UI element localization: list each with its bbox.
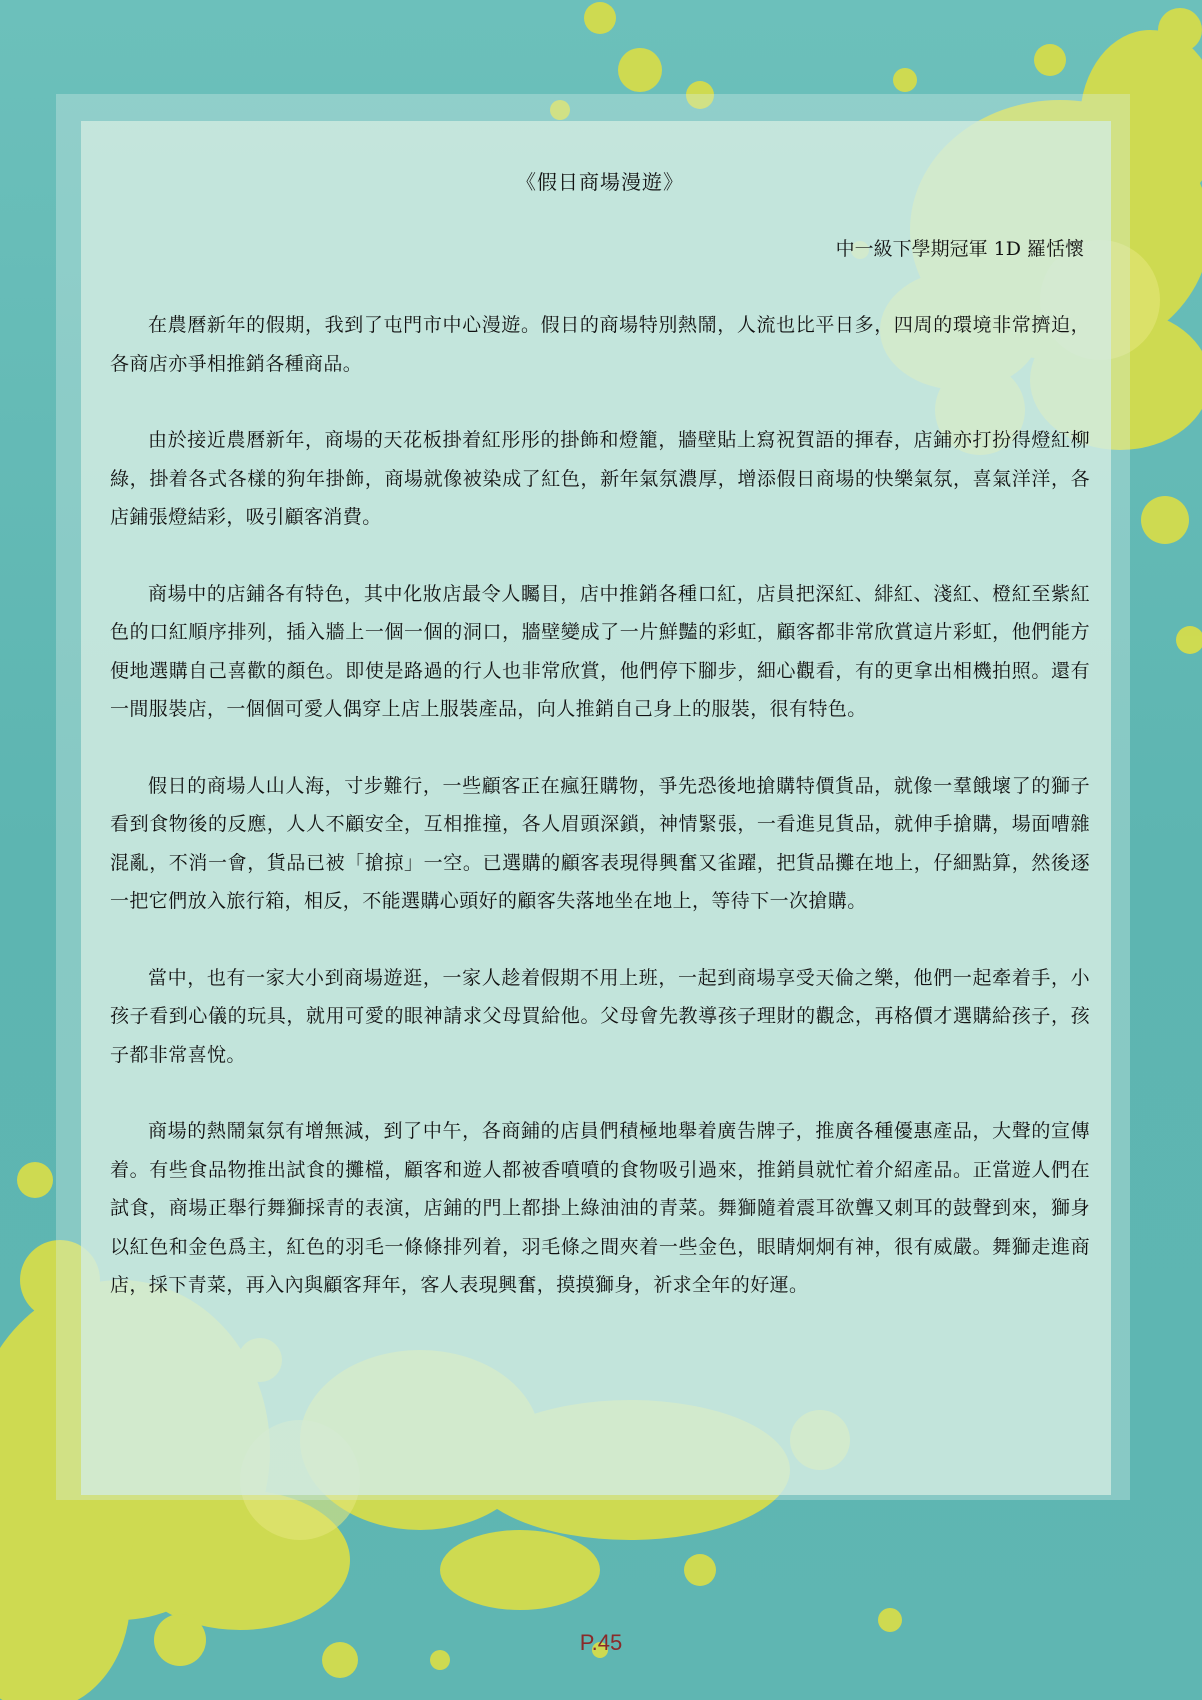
paragraph-4: 假日的商場人山人海，寸步難行，一些顧客正在瘋狂購物，爭先恐後地搶購特價貨品，就像一羣餓壞了的獅子看到食物後的反應，人人不顧安全，互相推撞，各人眉頭深鎖，神情緊張，一看進見貨品，就伸手搶購，場面嘈雜混亂，不消一會，貨品已被「搶掠」一空。已選購的顧客表現得興奮又雀躍，把貨品攤在地上，仔細點算，然後逐一把它們放入旅行箱，相反，不能選購心頭好的顧客失落地坐在地上，等待下一次搶購。 (110, 774, 1090, 912)
paragraph-1: 在農曆新年的假期，我到了屯門市中心漫遊。假日的商場特別熱鬧，人流也比平日多，四周的環境非常擠迫，各商店亦爭相推銷各種商品。 (110, 314, 1090, 375)
paragraph-6: 商場的熱鬧氣氛有增無減，到了中午，各商鋪的店員們積極地舉着廣告牌子，推廣各種優惠產品，大聲的宣傳着。有些食品物推出試食的攤檔，顧客和遊人都被香噴噴的食物吸引過來，推銷員就忙着介紹產品。正當遊人們在試食，商場正舉行舞獅採青的表演，店鋪的門上都掛上綠油油的青菜。舞獅隨着震耳欲聾又刺耳的鼓聲到來，獅身以紅色和金色爲主，紅色的羽毛一條條排列着，羽毛條之間夾着一些金色，眼睛炯炯有神，很有威嚴。舞獅走進商店，採下青菜，再入內與顧客拜年，客人表現興奮，摸摸獅身，祈求全年的好運。 (110, 1120, 1090, 1296)
page-number: P.45 (579, 1630, 623, 1655)
paragraph-5: 當中，也有一家大小到商場遊逛，一家人趁着假期不用上班，一起到商場享受天倫之樂，他們一起牽着手，小孩子看到心儀的玩具，就用可愛的眼神請求父母買給他。父母會先教導孩子理財的觀念，再格價才選購給孩子，孩子都非常喜悅。 (110, 966, 1090, 1066)
essay-content (110, 150, 1090, 1480)
paragraph-3: 商場中的店鋪各有特色，其中化妝店最令人矚目，店中推銷各種口紅，店員把深紅、緋紅、淺紅、橙紅至紫紅色的口紅順序排列，插入牆上一個一個的洞口，牆壁變成了一片鮮豔的彩虹，顧客都非常欣賞這片彩虹，他們能方便地選購自己喜歡的顏色。即使是路過的行人也非常欣賞，他們停下腳步，細心觀看，有的更拿出相機拍照。還有一間服裝店，一個個可愛人偶穿上店上服裝產品，向人推銷自己身上的服裝，很有特色。 (110, 582, 1090, 720)
essay-title: 《假日商場漫遊》 (516, 170, 684, 194)
essay-author: 中一級下學期冠軍 1D 羅恬懷 (835, 238, 1084, 260)
paragraph-2: 由於接近農曆新年，商場的天花板掛着紅彤彤的掛飾和燈籠，牆壁貼上寫祝賀語的揮春，店鋪亦打扮得燈紅柳綠，掛着各式各樣的狗年掛飾，商場就像被染成了紅色，新年氣氛濃厚，增添假日商場的快樂氣氛，喜氣洋洋，各店鋪張燈結彩，吸引顧客消費。 (110, 429, 1090, 528)
